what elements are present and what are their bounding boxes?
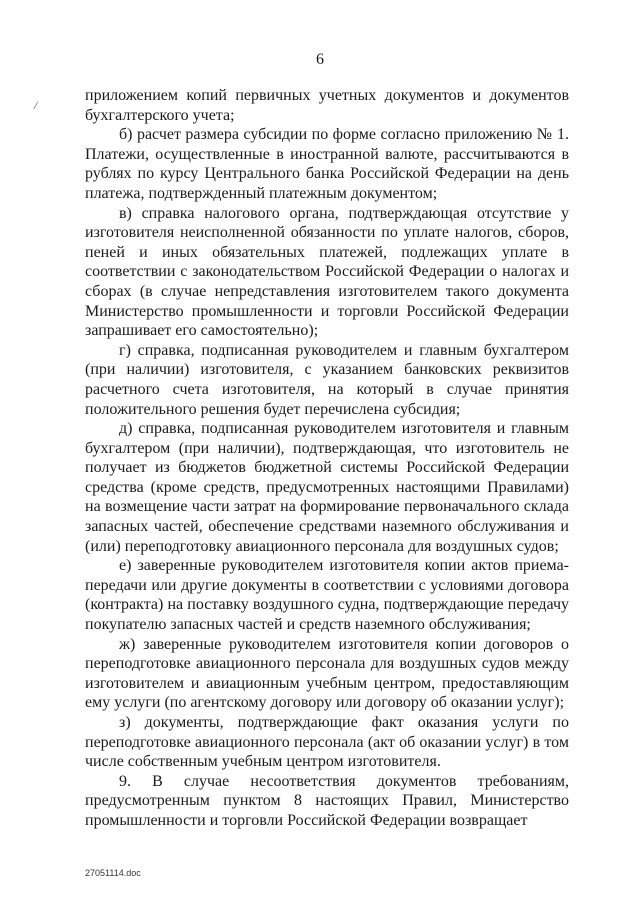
paragraph-item-g: г) справка, подписанная руководителем и главным бухгалтером (при наличии) изготовителя, с указанием банковских реквизитов расчетного счета изготовителя, на который в случае принятия положительного решения будет перечислена субсидия;: [85, 341, 569, 418]
margin-mark: /: [34, 98, 38, 112]
paragraph-item-b: б) расчет размера субсидии по форме согласно приложению № 1. Платежи, осуществленные в иностранной валюте, рассчитываются в рублях по курсу Центрального банка Российской Федерации на день платежа, подтвержденный платежным документом;: [85, 126, 569, 202]
paragraph-continuation: приложением копий первичных учетных документов и документов бухгалтерского учета;: [85, 87, 569, 124]
document-body: [85, 86, 569, 831]
paragraph-item-zh: ж) заверенные руководителем изготовителя копии договоров о переподготовке авиационного персонала для воздушных судов между изготовителем и авиационным учебным центром, предоставляющим ему услуги (по агентскому договору или договору об оказании услуг);: [85, 635, 569, 712]
paragraph-item-e: е) заверенные руководителем изготовителя копии актов приема-передачи или другие документы в соответствии с условиями договора (контракта) на поставку воздушного судна, подтверждающие передачу покупателю запасных частей и средств наземного обслуживания;: [85, 557, 569, 634]
footer-filename: 27051114.doc: [85, 868, 141, 878]
paragraph-clause-9: 9. В случае несоответствия документов требованиям, предусмотренным пунктом 8 настоящих Правил, Министерство промышленности и торговли Российской Федерации возвращает: [85, 772, 569, 829]
paragraph-item-v: в) справка налогового органа, подтверждающая отсутствие у изготовителя неисполненной обязанности по уплате налогов, сборов, пеней и иных обязательных платежей, подлежащих уплате в соответствии с законодательством Российской Федерации о налогах и сборах (в случае непредставления изготовителем такого документа Министерство промышленности и торговли Российской Федерации запрашивает его самостоятельно);: [85, 204, 569, 340]
page-number: 6: [316, 51, 324, 68]
paragraph-item-z: з) документы, подтверждающие факт оказания услуги по переподготовке авиационного персонала (акт об оказании услуг) в том числе собственным учебным центром изготовителя.: [85, 714, 569, 771]
paragraph-item-d: д) справка, подписанная руководителем изготовителя и главным бухгалтером (при наличии), подтверждающая, что изготовитель не получает из бюджетов бюджетной системы Российской Федерации средства (кроме средств, предусмотренных настоящими Правилами) на возмещение части затрат на формирование первоначального склада запасных частей, обеспечение средствами наземного обслуживания и (или) переподготовку авиационного персонала для воздушных судов;: [85, 420, 569, 555]
